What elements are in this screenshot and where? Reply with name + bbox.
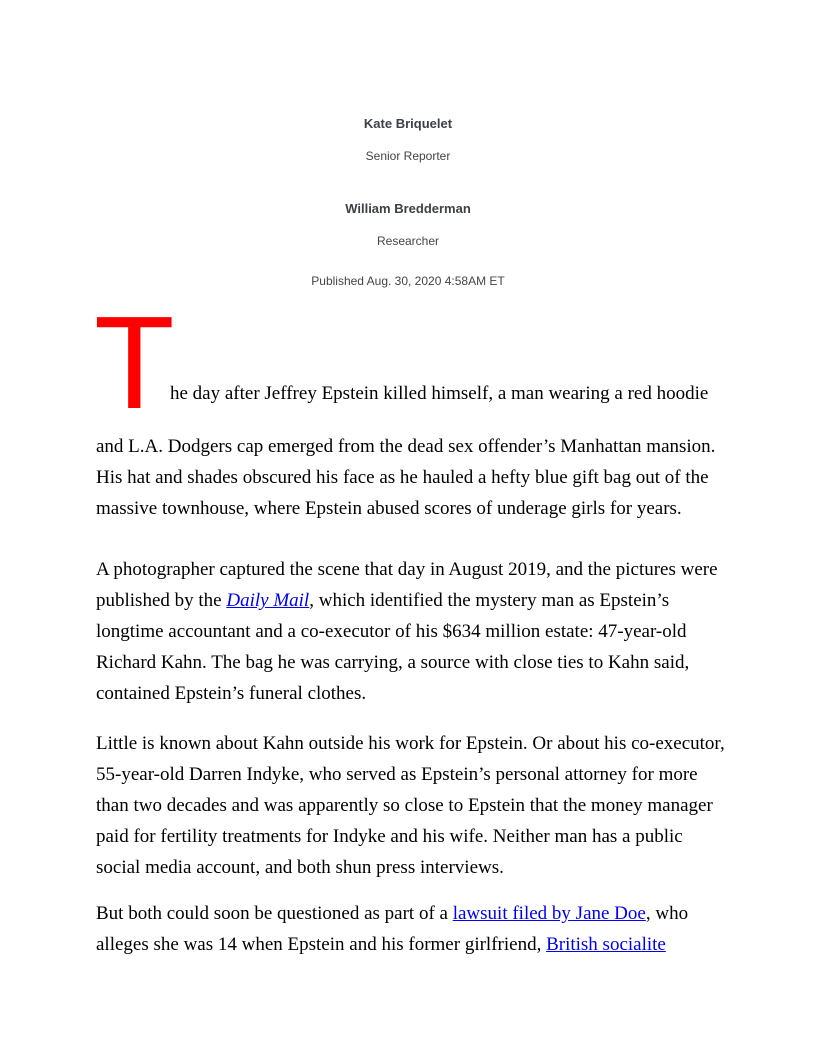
author-name-2[interactable]: William Bredderman	[345, 201, 471, 216]
paragraph-3-text: Little is known about Kahn outside his work for Epstein. Or about his co-executor, 55-year-old Darren Indyke, who served as Epstein’s personal attorney for more than two decades and was apparently so close to Epstein that the money manager paid for fertility treatments for Indyke and his wife. Neither man has a public social media account, and both shun press interviews.	[96, 733, 725, 878]
author-name-1[interactable]: Kate Briquelet	[363, 116, 453, 131]
published-date: Published Aug. 30, 2020 4:58AM ET	[311, 274, 505, 288]
british-socialite-link[interactable]: British socialite	[546, 934, 666, 955]
article-paragraph-3	[96, 728, 726, 883]
paragraph-4-text-b: , who alleges she was 14 when Epstein and his former girlfriend,	[96, 903, 689, 955]
article-paragraph-4	[96, 898, 726, 960]
drop-cap: T	[94, 289, 175, 436]
article-paragraph-2	[96, 554, 726, 709]
author-role-2: Researcher	[376, 234, 440, 248]
article-first-line: he day after Jeffrey Epstein killed himself, a man wearing a red hoodie	[170, 383, 709, 404]
article-paragraph-1	[96, 431, 726, 524]
paragraph-2-text-a: A photographer captured the scene that day in August 2019, and the pictures were published by the	[96, 559, 718, 611]
paragraph-4-text-a: But both could soon be questioned as part of a	[96, 903, 453, 924]
paragraph-1-text: and L.A. Dodgers cap emerged from the dead sex offender’s Manhattan mansion. His hat and shades obscured his face as he hauled a hefty blue gift bag out of the massive townhouse, where Epstein abused scores of underage girls for years.	[96, 436, 716, 519]
lawsuit-link[interactable]: lawsuit filed by Jane Doe	[452, 903, 646, 924]
author-role-1: Senior Reporter	[365, 149, 451, 163]
daily-mail-link[interactable]: Daily Mail	[226, 590, 310, 611]
paragraph-2-text-b: , which identified the mystery man as Epstein’s longtime accountant and a co-executor of his $634 million estate: 47-year-old Richard Kahn. The bag he was carrying, a source with close ties to Kahn said, contained Epstein’s funeral clothes.	[96, 590, 690, 704]
